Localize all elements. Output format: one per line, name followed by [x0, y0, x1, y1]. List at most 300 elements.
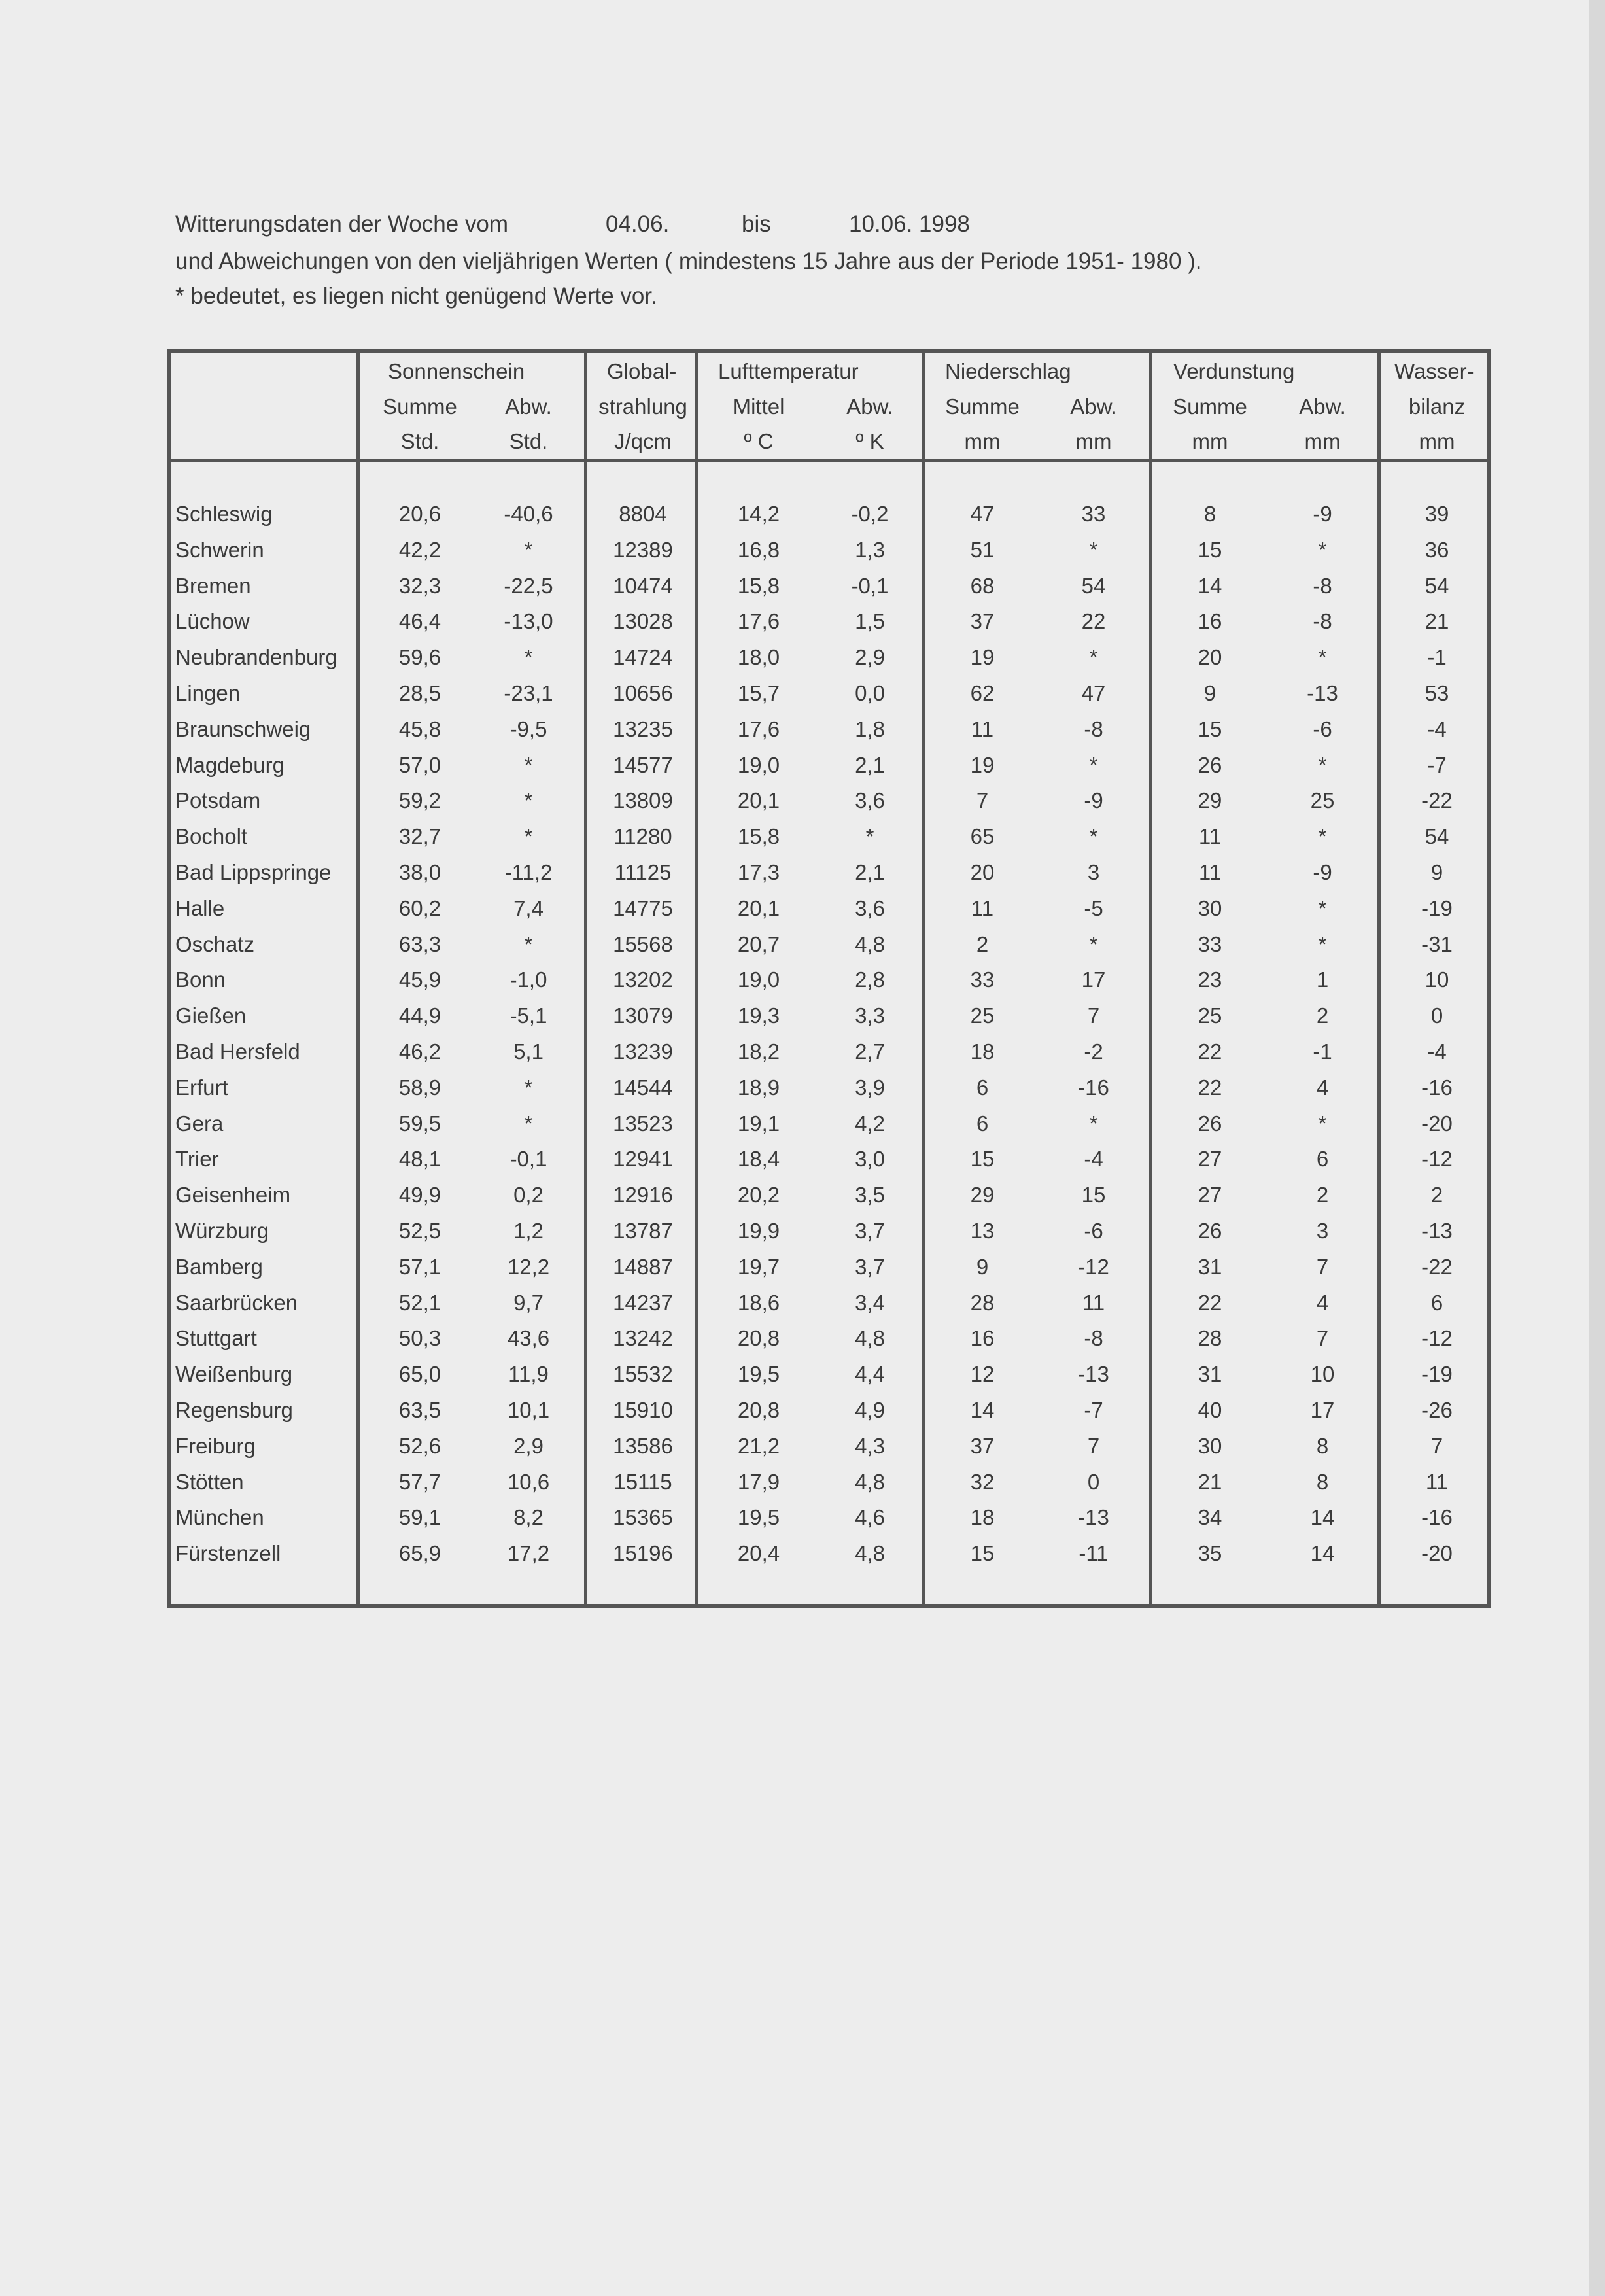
cell-verdunstung-summe: 14: [1198, 574, 1222, 598]
cell-sonnenschein-abw: 5,1: [513, 1039, 544, 1064]
cell-sonnenschein-summe: 20,6: [398, 502, 441, 526]
station-name: Bad Hersfeld: [175, 1039, 300, 1064]
cell-niederschlag-summe: 51: [970, 538, 995, 562]
cell-globalstrahlung: 12916: [613, 1183, 673, 1207]
cell-verdunstung-abw: -8: [1313, 574, 1332, 598]
cell-niederschlag-abw: 54: [1081, 574, 1106, 598]
cell-temp-mittel: 18,0: [737, 645, 780, 669]
cell-verdunstung-abw: -6: [1313, 717, 1332, 741]
station-name: Bamberg: [175, 1255, 263, 1279]
cell-sonnenschein-abw: -23,1: [504, 681, 553, 705]
cell-globalstrahlung: 15568: [613, 932, 673, 956]
station-name: Bad Lippspringe: [175, 860, 332, 884]
cell-temp-abw: 3,5: [855, 1183, 885, 1207]
cell-temp-mittel: 19,5: [737, 1505, 780, 1529]
cell-niederschlag-abw: 33: [1081, 502, 1106, 526]
cell-globalstrahlung: 15196: [613, 1541, 673, 1565]
cell-verdunstung-summe: 28: [1198, 1326, 1222, 1350]
cell-sonnenschein-summe: 63,3: [398, 932, 441, 956]
cell-niederschlag-summe: 65: [970, 824, 995, 848]
col-mittel: Mittel: [733, 394, 785, 419]
cell-globalstrahlung: 13202: [613, 967, 673, 992]
cell-niederschlag-summe: 20: [970, 860, 995, 884]
cell-temp-mittel: 18,9: [737, 1075, 780, 1100]
weather-table: [167, 349, 1491, 1608]
cell-globalstrahlung: 13028: [613, 609, 673, 633]
col-lufttemperatur: Lufttemperatur: [718, 359, 859, 383]
column-divider: [1149, 353, 1152, 1604]
cell-sonnenschein-abw: -0,1: [509, 1147, 547, 1171]
cell-verdunstung-summe: 26: [1198, 753, 1222, 777]
cell-wasserbilanz: 21: [1424, 609, 1449, 633]
cell-verdunstung-summe: 27: [1198, 1183, 1222, 1207]
station-name: Bocholt: [175, 824, 248, 848]
cell-wasserbilanz: -4: [1427, 717, 1447, 741]
cell-verdunstung-abw: 2: [1316, 1183, 1329, 1207]
cell-niederschlag-summe: 32: [970, 1470, 995, 1494]
cell-verdunstung-summe: 22: [1198, 1075, 1222, 1100]
cell-verdunstung-summe: 20: [1198, 645, 1222, 669]
cell-sonnenschein-summe: 57,1: [398, 1255, 441, 1279]
cell-sonnenschein-abw: 11,9: [508, 1362, 549, 1386]
cell-sonnenschein-abw: 43,6: [507, 1326, 550, 1350]
cell-temp-mittel: 21,2: [737, 1434, 780, 1458]
cell-niederschlag-summe: 7: [976, 788, 989, 812]
cell-niederschlag-summe: 9: [976, 1255, 989, 1279]
cell-niederschlag-abw: -11: [1079, 1541, 1109, 1565]
cell-sonnenschein-abw: 12,2: [507, 1255, 550, 1279]
column-divider: [695, 353, 698, 1604]
cell-globalstrahlung: 14237: [613, 1291, 673, 1315]
station-name: Trier: [175, 1147, 219, 1171]
station-name: München: [175, 1505, 264, 1529]
cell-verdunstung-summe: 31: [1198, 1362, 1222, 1386]
cell-sonnenschein-abw: *: [524, 538, 533, 562]
cell-sonnenschein-abw: 2,9: [513, 1434, 544, 1458]
cell-temp-mittel: 18,2: [737, 1039, 780, 1064]
cell-sonnenschein-abw: -9,5: [509, 717, 547, 741]
cell-verdunstung-abw: *: [1318, 1111, 1327, 1136]
cell-globalstrahlung: 13235: [613, 717, 673, 741]
cell-niederschlag-abw: *: [1089, 1111, 1098, 1136]
cell-niederschlag-abw: -6: [1084, 1219, 1103, 1243]
cell-temp-abw: 0,0: [855, 681, 885, 705]
station-name: Bremen: [175, 574, 251, 598]
page-edge: [1589, 0, 1605, 2296]
cell-globalstrahlung: 15532: [613, 1362, 673, 1386]
cell-wasserbilanz: -20: [1421, 1541, 1453, 1565]
cell-temp-abw: 4,8: [855, 932, 885, 956]
cell-temp-mittel: 20,7: [737, 932, 780, 956]
cell-wasserbilanz: -1: [1427, 645, 1447, 669]
cell-temp-abw: -0,1: [851, 574, 889, 598]
cell-verdunstung-abw: *: [1318, 753, 1327, 777]
cell-temp-abw: 2,7: [855, 1039, 885, 1064]
cell-verdunstung-summe: 25: [1198, 1003, 1222, 1028]
cell-wasserbilanz: 53: [1424, 681, 1449, 705]
cell-globalstrahlung: 14775: [613, 896, 673, 920]
cell-globalstrahlung: 15365: [613, 1505, 673, 1529]
cell-verdunstung-summe: 16: [1198, 609, 1222, 633]
cell-temp-mittel: 15,8: [737, 574, 780, 598]
cell-temp-mittel: 17,3: [737, 860, 780, 884]
cell-verdunstung-abw: 8: [1316, 1470, 1329, 1494]
cell-verdunstung-summe: 30: [1198, 896, 1222, 920]
cell-sonnenschein-abw: -1,0: [509, 967, 547, 992]
cell-niederschlag-summe: 2: [976, 932, 989, 956]
cell-sonnenschein-abw: *: [524, 788, 533, 812]
cell-niederschlag-abw: 15: [1081, 1183, 1106, 1207]
header-date-from: 04.06.: [606, 211, 670, 237]
cell-wasserbilanz: -22: [1421, 1255, 1453, 1279]
station-name: Potsdam: [175, 788, 261, 812]
cell-verdunstung-summe: 33: [1198, 932, 1222, 956]
cell-globalstrahlung: 13239: [613, 1039, 673, 1064]
cell-temp-mittel: 18,4: [737, 1147, 780, 1171]
cell-sonnenschein-abw: *: [524, 645, 533, 669]
cell-verdunstung-abw: 17: [1310, 1398, 1335, 1422]
cell-verdunstung-abw: 2: [1316, 1003, 1329, 1028]
cell-temp-abw: *: [865, 824, 874, 848]
cell-wasserbilanz: 39: [1424, 502, 1449, 526]
cell-niederschlag-abw: *: [1089, 538, 1098, 562]
cell-niederschlag-abw: 7: [1087, 1003, 1100, 1028]
col-abw: Abw.: [1070, 394, 1117, 419]
unit-mm: mm: [1192, 429, 1228, 453]
cell-niederschlag-summe: 13: [970, 1219, 995, 1243]
column-divider: [356, 353, 360, 1604]
cell-temp-abw: 3,4: [855, 1291, 885, 1315]
cell-temp-abw: 4,8: [855, 1326, 885, 1350]
cell-temp-mittel: 19,0: [737, 753, 780, 777]
unit-degk: º K: [855, 429, 884, 453]
station-name: Schwerin: [175, 538, 264, 562]
cell-niederschlag-abw: *: [1089, 824, 1098, 848]
cell-temp-abw: 3,6: [855, 896, 885, 920]
station-name: Erfurt: [175, 1075, 228, 1100]
cell-verdunstung-abw: *: [1318, 932, 1327, 956]
cell-wasserbilanz: 0: [1430, 1003, 1443, 1028]
station-name: Gießen: [175, 1003, 247, 1028]
cell-sonnenschein-summe: 44,9: [398, 1003, 441, 1028]
cell-wasserbilanz: -16: [1421, 1505, 1453, 1529]
cell-verdunstung-abw: 4: [1316, 1075, 1329, 1100]
cell-temp-abw: 1,8: [855, 717, 885, 741]
cell-temp-abw: 3,3: [855, 1003, 885, 1028]
cell-sonnenschein-summe: 45,8: [398, 717, 441, 741]
cell-temp-abw: 2,1: [855, 753, 885, 777]
cell-verdunstung-abw: 1: [1316, 967, 1329, 992]
cell-sonnenschein-summe: 46,4: [398, 609, 441, 633]
station-name: Regensburg: [175, 1398, 293, 1422]
col-strahlung: strahlung: [598, 394, 687, 419]
cell-sonnenschein-abw: -13,0: [504, 609, 553, 633]
cell-wasserbilanz: -26: [1421, 1398, 1453, 1422]
unit-std: Std.: [509, 429, 548, 453]
unit-mm: mm: [964, 429, 1001, 453]
station-name: Stötten: [175, 1470, 244, 1494]
cell-sonnenschein-summe: 48,1: [398, 1147, 441, 1171]
cell-niederschlag-summe: 33: [970, 967, 995, 992]
cell-sonnenschein-summe: 28,5: [398, 681, 441, 705]
cell-sonnenschein-abw: -40,6: [504, 502, 553, 526]
header-bis: bis: [742, 211, 771, 237]
cell-wasserbilanz: -12: [1421, 1326, 1453, 1350]
unit-jqcm: J/qcm: [613, 429, 672, 453]
cell-temp-mittel: 15,8: [737, 824, 780, 848]
col-bilanz: bilanz: [1408, 394, 1466, 419]
cell-sonnenschein-summe: 59,2: [398, 788, 441, 812]
cell-niederschlag-summe: 28: [970, 1291, 995, 1315]
cell-sonnenschein-summe: 57,7: [398, 1470, 441, 1494]
cell-niederschlag-abw: *: [1089, 753, 1098, 777]
station-name: Fürstenzell: [175, 1541, 281, 1565]
cell-verdunstung-summe: 26: [1198, 1219, 1222, 1243]
station-name: Weißenburg: [175, 1362, 293, 1386]
cell-temp-abw: 1,5: [855, 609, 885, 633]
cell-globalstrahlung: 13787: [613, 1219, 673, 1243]
cell-niederschlag-summe: 19: [970, 645, 995, 669]
cell-temp-abw: 4,9: [855, 1398, 885, 1422]
cell-temp-mittel: 20,4: [737, 1541, 780, 1565]
cell-wasserbilanz: -19: [1421, 1362, 1453, 1386]
cell-verdunstung-summe: 21: [1198, 1470, 1222, 1494]
column-divider: [922, 353, 925, 1604]
station-name: Gera: [175, 1111, 224, 1136]
cell-sonnenschein-summe: 65,0: [398, 1362, 441, 1386]
cell-niederschlag-abw: 0: [1087, 1470, 1100, 1494]
cell-verdunstung-abw: *: [1318, 896, 1327, 920]
col-abw: Abw.: [846, 394, 893, 419]
station-name: Stuttgart: [175, 1326, 257, 1350]
col-niederschlag: Niederschlag: [945, 359, 1071, 383]
cell-verdunstung-abw: 14: [1310, 1541, 1335, 1565]
cell-sonnenschein-abw: 17,2: [507, 1541, 550, 1565]
cell-wasserbilanz: -22: [1421, 788, 1453, 812]
cell-verdunstung-abw: 7: [1316, 1255, 1329, 1279]
cell-globalstrahlung: 11280: [613, 824, 672, 848]
cell-niederschlag-summe: 18: [970, 1505, 995, 1529]
cell-temp-abw: -0,2: [851, 502, 889, 526]
cell-verdunstung-abw: -1: [1313, 1039, 1332, 1064]
cell-temp-abw: 3,0: [855, 1147, 885, 1171]
cell-niederschlag-abw: -12: [1078, 1255, 1109, 1279]
cell-verdunstung-summe: 22: [1198, 1291, 1222, 1315]
station-name: Neubrandenburg: [175, 645, 337, 669]
cell-verdunstung-abw: 25: [1310, 788, 1335, 812]
cell-globalstrahlung: 10656: [613, 681, 673, 705]
cell-globalstrahlung: 13242: [613, 1326, 673, 1350]
cell-sonnenschein-summe: 42,2: [398, 538, 441, 562]
cell-wasserbilanz: 2: [1430, 1183, 1443, 1207]
cell-temp-mittel: 20,8: [737, 1326, 780, 1350]
cell-niederschlag-abw: -16: [1078, 1075, 1109, 1100]
cell-globalstrahlung: 14577: [613, 753, 673, 777]
cell-niederschlag-summe: 29: [970, 1183, 995, 1207]
cell-niederschlag-abw: 17: [1081, 967, 1106, 992]
cell-sonnenschein-abw: *: [524, 1075, 533, 1100]
cell-globalstrahlung: 13809: [613, 788, 673, 812]
header-line-2: und Abweichungen von den vieljährigen Werten ( mindestens 15 Jahre aus der Periode 1951- 1980 ).: [175, 249, 1202, 274]
cell-temp-abw: 4,3: [855, 1434, 885, 1458]
cell-niederschlag-abw: -9: [1084, 788, 1103, 812]
col-abw: Abw.: [1299, 394, 1346, 419]
cell-temp-abw: 3,7: [855, 1255, 885, 1279]
cell-verdunstung-abw: 3: [1316, 1219, 1329, 1243]
cell-verdunstung-abw: -9: [1313, 860, 1332, 884]
cell-niederschlag-abw: -13: [1078, 1505, 1109, 1529]
cell-sonnenschein-abw: 8,2: [513, 1505, 544, 1529]
station-name: Halle: [175, 896, 225, 920]
cell-verdunstung-summe: 23: [1198, 967, 1222, 992]
cell-verdunstung-summe: 15: [1198, 717, 1222, 741]
cell-temp-mittel: 20,1: [737, 896, 780, 920]
cell-sonnenschein-summe: 32,3: [398, 574, 441, 598]
cell-sonnenschein-summe: 57,0: [398, 753, 441, 777]
cell-temp-mittel: 17,9: [737, 1470, 780, 1494]
cell-temp-mittel: 20,2: [737, 1183, 780, 1207]
cell-sonnenschein-abw: -11,2: [504, 860, 553, 884]
cell-verdunstung-summe: 27: [1198, 1147, 1222, 1171]
cell-temp-abw: 2,8: [855, 967, 885, 992]
cell-niederschlag-summe: 15: [970, 1147, 995, 1171]
cell-temp-mittel: 17,6: [737, 609, 780, 633]
cell-verdunstung-abw: 14: [1310, 1505, 1335, 1529]
station-name: Schleswig: [175, 502, 273, 526]
cell-wasserbilanz: 11: [1425, 1470, 1449, 1494]
cell-verdunstung-abw: *: [1318, 645, 1327, 669]
cell-sonnenschein-abw: 7,4: [513, 896, 544, 920]
header-date-to: 10.06. 1998: [849, 211, 970, 237]
cell-verdunstung-summe: 30: [1198, 1434, 1222, 1458]
cell-temp-abw: 3,9: [855, 1075, 885, 1100]
cell-niederschlag-abw: 11: [1082, 1291, 1105, 1315]
cell-verdunstung-summe: 35: [1198, 1541, 1222, 1565]
cell-wasserbilanz: 10: [1424, 967, 1449, 992]
station-name: Magdeburg: [175, 753, 285, 777]
cell-verdunstung-summe: 22: [1198, 1039, 1222, 1064]
unit-mm: mm: [1304, 429, 1341, 453]
cell-wasserbilanz: -4: [1427, 1039, 1447, 1064]
cell-verdunstung-abw: 6: [1316, 1147, 1329, 1171]
cell-temp-abw: 4,6: [855, 1505, 885, 1529]
cell-niederschlag-abw: 7: [1087, 1434, 1100, 1458]
cell-niederschlag-summe: 47: [970, 502, 995, 526]
cell-niederschlag-abw: -13: [1078, 1362, 1109, 1386]
cell-niederschlag-abw: *: [1089, 932, 1098, 956]
cell-globalstrahlung: 13523: [613, 1111, 673, 1136]
cell-niederschlag-abw: -2: [1084, 1039, 1103, 1064]
cell-sonnenschein-summe: 32,7: [398, 824, 441, 848]
cell-sonnenschein-summe: 52,6: [398, 1434, 441, 1458]
cell-wasserbilanz: 7: [1430, 1434, 1443, 1458]
cell-verdunstung-summe: 26: [1198, 1111, 1222, 1136]
station-name: Würzburg: [175, 1219, 269, 1243]
cell-sonnenschein-summe: 52,5: [398, 1219, 441, 1243]
col-verdunstung: Verdunstung: [1173, 359, 1295, 383]
cell-globalstrahlung: 14887: [613, 1255, 673, 1279]
cell-verdunstung-abw: -13: [1307, 681, 1338, 705]
cell-verdunstung-abw: 4: [1316, 1291, 1329, 1315]
col-summe: Summe: [945, 394, 1020, 419]
cell-niederschlag-summe: 18: [970, 1039, 995, 1064]
cell-temp-mittel: 17,6: [737, 717, 780, 741]
cell-niederschlag-summe: 14: [970, 1398, 995, 1422]
col-summe: Summe: [1173, 394, 1247, 419]
cell-temp-abw: 1,3: [855, 538, 885, 562]
cell-globalstrahlung: 13079: [613, 1003, 673, 1028]
cell-verdunstung-abw: -9: [1313, 502, 1332, 526]
cell-globalstrahlung: 10474: [613, 574, 673, 598]
unit-degc: º C: [744, 429, 774, 453]
cell-globalstrahlung: 14724: [613, 645, 673, 669]
cell-niederschlag-abw: 22: [1081, 609, 1106, 633]
col-wasser: Wasser-: [1394, 359, 1474, 383]
cell-sonnenschein-abw: *: [524, 932, 533, 956]
cell-verdunstung-abw: -8: [1313, 609, 1332, 633]
header-prefix: Witterungsdaten der Woche vom: [175, 211, 509, 237]
cell-temp-abw: 2,1: [855, 860, 885, 884]
cell-niederschlag-summe: 68: [970, 574, 995, 598]
cell-niederschlag-summe: 19: [970, 753, 995, 777]
cell-niederschlag-summe: 6: [976, 1111, 989, 1136]
cell-niederschlag-abw: -8: [1084, 717, 1103, 741]
cell-sonnenschein-abw: 1,2: [513, 1219, 544, 1243]
cell-sonnenschein-summe: 50,3: [398, 1326, 441, 1350]
cell-niederschlag-abw: 3: [1087, 860, 1100, 884]
cell-wasserbilanz: 36: [1424, 538, 1449, 562]
cell-globalstrahlung: 13586: [613, 1434, 673, 1458]
cell-niederschlag-summe: 11: [971, 717, 994, 741]
station-name: Oschatz: [175, 932, 255, 956]
cell-sonnenschein-abw: -5,1: [509, 1003, 547, 1028]
cell-globalstrahlung: 12389: [613, 538, 673, 562]
station-name: Lingen: [175, 681, 241, 705]
header-line-3: * bedeutet, es liegen nicht genügend Werte vor.: [175, 283, 657, 309]
cell-niederschlag-summe: 12: [970, 1362, 995, 1386]
cell-verdunstung-summe: 34: [1198, 1505, 1222, 1529]
cell-sonnenschein-summe: 60,2: [398, 896, 441, 920]
station-name: Geisenheim: [175, 1183, 291, 1207]
cell-temp-mittel: 18,6: [737, 1291, 780, 1315]
cell-niederschlag-summe: 25: [970, 1003, 995, 1028]
station-name: Lüchow: [175, 609, 250, 633]
cell-temp-mittel: 16,8: [737, 538, 780, 562]
cell-verdunstung-abw: 8: [1316, 1434, 1329, 1458]
cell-verdunstung-abw: *: [1318, 538, 1327, 562]
station-name: Bonn: [175, 967, 226, 992]
cell-verdunstung-summe: 15: [1198, 538, 1222, 562]
cell-wasserbilanz: -20: [1421, 1111, 1453, 1136]
cell-temp-mittel: 19,5: [737, 1362, 780, 1386]
cell-verdunstung-summe: 11: [1198, 860, 1222, 884]
station-name: Saarbrücken: [175, 1291, 298, 1315]
cell-verdunstung-summe: 8: [1203, 502, 1217, 526]
col-global: Global-: [607, 359, 677, 383]
cell-temp-abw: 3,6: [855, 788, 885, 812]
cell-globalstrahlung: 14544: [613, 1075, 673, 1100]
cell-niederschlag-summe: 37: [970, 609, 995, 633]
cell-wasserbilanz: 54: [1424, 824, 1449, 848]
cell-temp-mittel: 19,9: [737, 1219, 780, 1243]
cell-niederschlag-abw: -5: [1084, 896, 1103, 920]
cell-sonnenschein-abw: 9,7: [513, 1291, 544, 1315]
cell-verdunstung-summe: 11: [1198, 824, 1222, 848]
cell-temp-abw: 3,7: [855, 1219, 885, 1243]
unit-mm: mm: [1075, 429, 1112, 453]
cell-niederschlag-summe: 11: [971, 896, 994, 920]
cell-sonnenschein-abw: -22,5: [504, 574, 553, 598]
